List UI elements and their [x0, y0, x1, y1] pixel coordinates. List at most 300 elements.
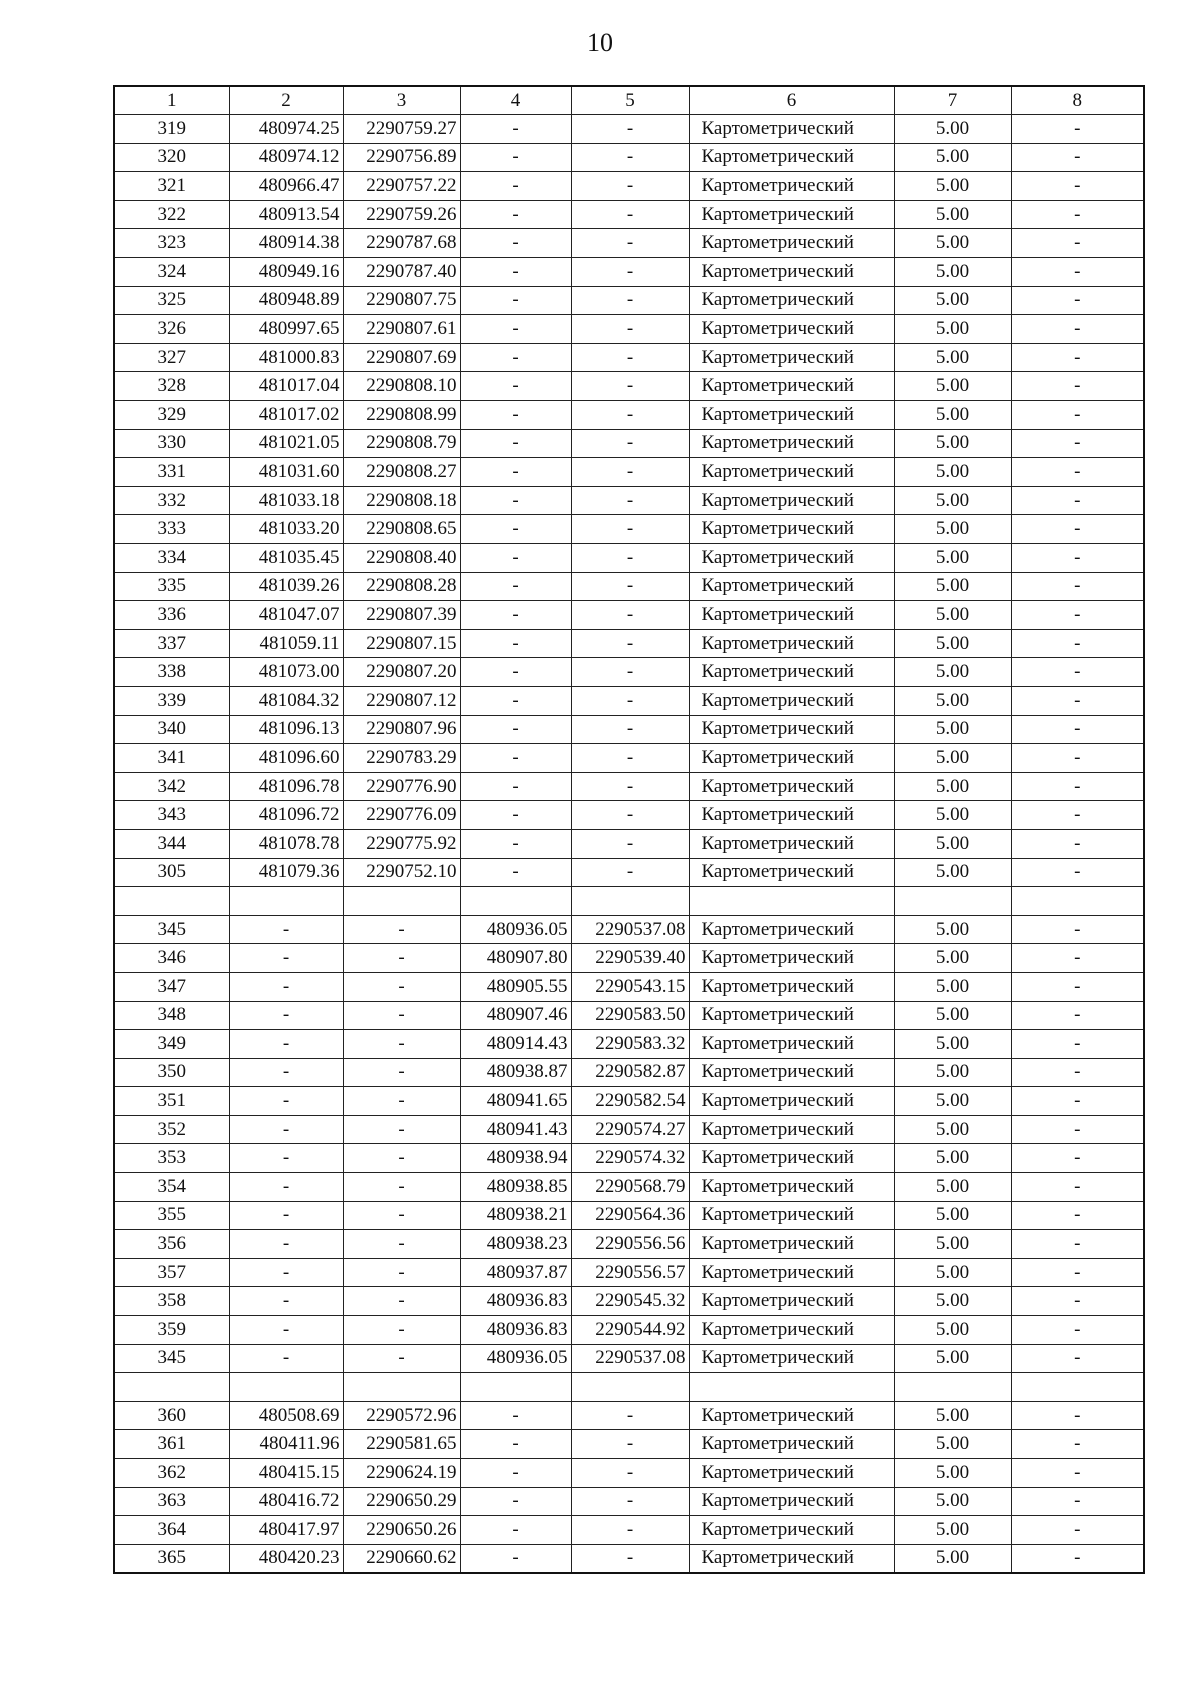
table-cell: 481035.45 [229, 544, 343, 573]
table-cell: 328 [114, 372, 229, 401]
table-cell: 481017.04 [229, 372, 343, 401]
table-cell: - [460, 258, 571, 287]
table-cell: - [1011, 744, 1144, 773]
table-cell: 355 [114, 1201, 229, 1230]
table-cell: - [229, 1001, 343, 1030]
table-cell: 2290808.27 [343, 458, 460, 487]
table-cell: - [1011, 286, 1144, 315]
table-cell: 2290537.08 [571, 1344, 689, 1373]
table-cell: - [571, 429, 689, 458]
table-cell: - [229, 1258, 343, 1287]
table-cell: 339 [114, 686, 229, 715]
table-cell: 480966.47 [229, 172, 343, 201]
table-cell [343, 1373, 460, 1402]
table-cell: - [571, 1516, 689, 1545]
table-cell: - [571, 1487, 689, 1516]
table-cell: 5.00 [894, 1087, 1011, 1116]
table-cell: - [343, 915, 460, 944]
table-cell: Картометрический [689, 1115, 894, 1144]
table-cell: 481084.32 [229, 686, 343, 715]
table-cell: 325 [114, 286, 229, 315]
table-cell: - [571, 658, 689, 687]
table-cell: 2290650.26 [343, 1516, 460, 1545]
table-cell [460, 887, 571, 916]
table-cell: - [460, 172, 571, 201]
table-cell: - [229, 1030, 343, 1059]
table-cell: 480974.25 [229, 115, 343, 144]
table-row [114, 801, 1144, 830]
table-cell: 5.00 [894, 1316, 1011, 1345]
table-cell: 5.00 [894, 1487, 1011, 1516]
table-cell: - [571, 715, 689, 744]
column-header: 3 [343, 86, 460, 115]
table-cell: - [460, 801, 571, 830]
table-cell: 5.00 [894, 772, 1011, 801]
table-cell: 481079.36 [229, 858, 343, 887]
table-cell: 480416.72 [229, 1487, 343, 1516]
table-cell: - [460, 486, 571, 515]
table-cell: - [460, 458, 571, 487]
table-cell: - [571, 458, 689, 487]
table-cell: 481031.60 [229, 458, 343, 487]
table-cell: - [1011, 601, 1144, 630]
table-cell: - [460, 372, 571, 401]
table-row [114, 172, 1144, 201]
table-cell: 344 [114, 829, 229, 858]
table-cell: - [1011, 1316, 1144, 1345]
table-cell: 2290624.19 [343, 1459, 460, 1488]
table-cell: 2290808.65 [343, 515, 460, 544]
table-cell: Картометрический [689, 115, 894, 144]
table-row [114, 200, 1144, 229]
table-cell: 481096.13 [229, 715, 343, 744]
table-cell: 5.00 [894, 486, 1011, 515]
table-cell: - [571, 544, 689, 573]
table-row [114, 1516, 1144, 1545]
table-cell: 335 [114, 572, 229, 601]
table-cell: 5.00 [894, 1344, 1011, 1373]
table-cell: 2290775.92 [343, 829, 460, 858]
table-cell: - [571, 1544, 689, 1573]
table-row [114, 1344, 1144, 1373]
table-cell: Картометрический [689, 200, 894, 229]
table-cell: 5.00 [894, 1459, 1011, 1488]
table-cell: - [460, 1544, 571, 1573]
table-cell: Картометрический [689, 1487, 894, 1516]
table-row [114, 1173, 1144, 1202]
table-cell: 481039.26 [229, 572, 343, 601]
table-cell: - [571, 172, 689, 201]
table-cell: - [1011, 1087, 1144, 1116]
table-cell: - [460, 229, 571, 258]
table-cell: - [571, 143, 689, 172]
table-row [114, 1058, 1144, 1087]
page-number: 10 [587, 28, 613, 57]
table-cell: 480938.87 [460, 1058, 571, 1087]
table-cell: - [460, 1487, 571, 1516]
table-cell: - [1011, 1201, 1144, 1230]
table-row [114, 1258, 1144, 1287]
table-cell: - [571, 315, 689, 344]
table-cell: Картометрический [689, 972, 894, 1001]
table-cell: 2290574.32 [571, 1144, 689, 1173]
table-row [114, 658, 1144, 687]
table-cell: 2290581.65 [343, 1430, 460, 1459]
table-cell [571, 1373, 689, 1402]
table-cell: 5.00 [894, 1030, 1011, 1059]
table-cell: - [460, 200, 571, 229]
table-cell: 480913.54 [229, 200, 343, 229]
coordinates-table [113, 85, 1145, 1574]
table-cell: 330 [114, 429, 229, 458]
table-row [114, 486, 1144, 515]
table-cell: 340 [114, 715, 229, 744]
table-cell: - [1011, 1173, 1144, 1202]
table-row [114, 972, 1144, 1001]
table-cell [894, 1373, 1011, 1402]
table-cell: 5.00 [894, 1144, 1011, 1173]
table-cell: - [460, 829, 571, 858]
table-cell: - [571, 801, 689, 830]
table-cell: 5.00 [894, 515, 1011, 544]
table-cell: - [460, 515, 571, 544]
table-cell: - [1011, 229, 1144, 258]
table-cell: - [229, 972, 343, 1001]
table-cell: 2290568.79 [571, 1173, 689, 1202]
table-cell: - [460, 401, 571, 430]
table-cell: - [1011, 429, 1144, 458]
table-cell: 480508.69 [229, 1401, 343, 1430]
table-cell: 5.00 [894, 258, 1011, 287]
table-cell: - [343, 1115, 460, 1144]
table-cell: 5.00 [894, 544, 1011, 573]
table-cell: Картометрический [689, 544, 894, 573]
table-cell: 320 [114, 143, 229, 172]
table-row [114, 1115, 1144, 1144]
table-row [114, 629, 1144, 658]
table-cell: Картометрический [689, 1173, 894, 1202]
table-cell: 481017.02 [229, 401, 343, 430]
table-cell: 5.00 [894, 1058, 1011, 1087]
table-cell: - [571, 343, 689, 372]
column-header: 1 [114, 86, 229, 115]
table-cell: - [460, 658, 571, 687]
table-cell: 331 [114, 458, 229, 487]
table-cell: Картометрический [689, 343, 894, 372]
table-cell: 5.00 [894, 915, 1011, 944]
table-cell: 353 [114, 1144, 229, 1173]
table-cell: 5.00 [894, 1516, 1011, 1545]
table-row [114, 1459, 1144, 1488]
column-header: 5 [571, 86, 689, 115]
table-cell: - [1011, 343, 1144, 372]
table-cell: 2290807.61 [343, 315, 460, 344]
table-row [114, 115, 1144, 144]
table-cell: 2290572.96 [343, 1401, 460, 1430]
table-cell: 327 [114, 343, 229, 372]
table-cell: 2290545.32 [571, 1287, 689, 1316]
table-cell: 2290787.40 [343, 258, 460, 287]
table-row [114, 458, 1144, 487]
table-cell: - [1011, 115, 1144, 144]
table-cell: - [571, 115, 689, 144]
table-cell: 350 [114, 1058, 229, 1087]
table-cell: Картометрический [689, 1058, 894, 1087]
table-cell: 481096.60 [229, 744, 343, 773]
table-cell: Картометрический [689, 572, 894, 601]
table-cell: Картометрический [689, 1230, 894, 1259]
table-cell: 480415.15 [229, 1459, 343, 1488]
table-cell: 5.00 [894, 829, 1011, 858]
table-body [114, 115, 1144, 1573]
table-cell: - [460, 343, 571, 372]
column-header: 7 [894, 86, 1011, 115]
table-cell: 363 [114, 1487, 229, 1516]
table-cell: Картометрический [689, 1001, 894, 1030]
table-cell: 336 [114, 601, 229, 630]
table-cell: - [460, 715, 571, 744]
table-cell: - [1011, 1115, 1144, 1144]
separator-row [114, 1373, 1144, 1402]
table-row [114, 686, 1144, 715]
table-cell: 480941.65 [460, 1087, 571, 1116]
table-cell: 5.00 [894, 1173, 1011, 1202]
table-cell: 2290757.22 [343, 172, 460, 201]
table-cell: 5.00 [894, 858, 1011, 887]
table-cell: Картометрический [689, 401, 894, 430]
table-cell: - [1011, 143, 1144, 172]
table-cell: 356 [114, 1230, 229, 1259]
table-cell: - [1011, 401, 1144, 430]
table-cell: - [571, 486, 689, 515]
table-cell: 2290660.62 [343, 1544, 460, 1573]
table-cell: 2290807.12 [343, 686, 460, 715]
table-cell: - [1011, 715, 1144, 744]
table-cell: 329 [114, 401, 229, 430]
table-cell: Картометрический [689, 1344, 894, 1373]
table-cell: Картометрический [689, 686, 894, 715]
table-cell: 2290759.26 [343, 200, 460, 229]
table-cell: 5.00 [894, 801, 1011, 830]
table-cell: 305 [114, 858, 229, 887]
table-row [114, 1030, 1144, 1059]
table-cell: 5.00 [894, 286, 1011, 315]
table-row [114, 1144, 1144, 1173]
table-row [114, 601, 1144, 630]
table-cell: - [1011, 172, 1144, 201]
table-cell: 352 [114, 1115, 229, 1144]
table-cell: - [1011, 544, 1144, 573]
table-cell: Картометрический [689, 1287, 894, 1316]
table-cell: - [1011, 1144, 1144, 1173]
table-cell: - [460, 143, 571, 172]
table-cell: 480997.65 [229, 315, 343, 344]
table-cell: 324 [114, 258, 229, 287]
table-cell: - [571, 601, 689, 630]
table-cell: Картометрический [689, 1459, 894, 1488]
table-cell: - [571, 744, 689, 773]
table-cell: - [571, 629, 689, 658]
table-cell: 5.00 [894, 972, 1011, 1001]
table-cell: - [460, 744, 571, 773]
table-cell: Картометрический [689, 258, 894, 287]
table-cell: Картометрический [689, 1144, 894, 1173]
table-cell: - [460, 686, 571, 715]
table-cell: 5.00 [894, 715, 1011, 744]
table-cell: 480907.80 [460, 944, 571, 973]
table-cell: Картометрический [689, 1087, 894, 1116]
table-cell: 351 [114, 1087, 229, 1116]
table-cell: 481033.20 [229, 515, 343, 544]
table-cell: - [1011, 772, 1144, 801]
table-cell [1011, 887, 1144, 916]
table-cell: 323 [114, 229, 229, 258]
table-cell [114, 887, 229, 916]
table-cell: 2290808.28 [343, 572, 460, 601]
table-cell: - [1011, 1544, 1144, 1573]
table-cell: 480411.96 [229, 1430, 343, 1459]
table-cell: Картометрический [689, 1401, 894, 1430]
table-cell: Картометрический [689, 658, 894, 687]
table-cell: - [1011, 629, 1144, 658]
table-header [114, 86, 1144, 115]
table-cell: 5.00 [894, 143, 1011, 172]
table-cell: - [1011, 1258, 1144, 1287]
table-row [114, 744, 1144, 773]
table-cell: 362 [114, 1459, 229, 1488]
table-cell: 480949.16 [229, 258, 343, 287]
table-cell: Картометрический [689, 229, 894, 258]
table-cell: - [229, 1230, 343, 1259]
table-cell: - [229, 1173, 343, 1202]
table-cell: 2290808.40 [343, 544, 460, 573]
table-row [114, 1544, 1144, 1573]
table-cell: - [571, 258, 689, 287]
table-cell: 480948.89 [229, 286, 343, 315]
table-row [114, 143, 1144, 172]
table-cell: - [343, 1030, 460, 1059]
table-row [114, 1087, 1144, 1116]
table-cell: 2290807.69 [343, 343, 460, 372]
table-cell: 480936.05 [460, 1344, 571, 1373]
table-cell: 5.00 [894, 744, 1011, 773]
table-row [114, 258, 1144, 287]
table-cell: - [1011, 1030, 1144, 1059]
table-cell: 2290564.36 [571, 1201, 689, 1230]
table-cell: 5.00 [894, 372, 1011, 401]
table-cell: - [1011, 686, 1144, 715]
table-cell: 5.00 [894, 658, 1011, 687]
table-cell: Картометрический [689, 1516, 894, 1545]
table-cell: - [460, 544, 571, 573]
table-cell: 2290537.08 [571, 915, 689, 944]
table-cell: Картометрический [689, 1201, 894, 1230]
table-cell: 481021.05 [229, 429, 343, 458]
table-cell: - [1011, 572, 1144, 601]
table-cell: - [460, 772, 571, 801]
table-row [114, 1401, 1144, 1430]
table-cell: - [343, 1230, 460, 1259]
separator-row [114, 887, 1144, 916]
table-cell: 480905.55 [460, 972, 571, 1001]
table-cell: 2290752.10 [343, 858, 460, 887]
table-cell [229, 1373, 343, 1402]
table-cell: 319 [114, 115, 229, 144]
table-cell: 480417.97 [229, 1516, 343, 1545]
table-cell: 5.00 [894, 686, 1011, 715]
table-row [114, 286, 1144, 315]
table-cell: 2290574.27 [571, 1115, 689, 1144]
table-cell: - [229, 1201, 343, 1230]
table-cell: - [571, 686, 689, 715]
table-cell: 481000.83 [229, 343, 343, 372]
table-cell: 2290807.96 [343, 715, 460, 744]
table-cell: - [343, 1287, 460, 1316]
table-cell: 2290539.40 [571, 944, 689, 973]
table-cell: Картометрический [689, 829, 894, 858]
table-cell: 2290807.20 [343, 658, 460, 687]
table-row [114, 1001, 1144, 1030]
table-cell: Картометрический [689, 629, 894, 658]
table-cell: 480974.12 [229, 143, 343, 172]
table-cell: Картометрический [689, 172, 894, 201]
table-cell [571, 887, 689, 916]
table-cell [894, 887, 1011, 916]
table-row [114, 915, 1144, 944]
table-cell: - [229, 1144, 343, 1173]
table-cell: - [229, 915, 343, 944]
table-cell: Картометрический [689, 1258, 894, 1287]
table-cell: 5.00 [894, 1115, 1011, 1144]
table-cell: Картометрический [689, 715, 894, 744]
column-header: 6 [689, 86, 894, 115]
table-cell: 5.00 [894, 401, 1011, 430]
table-cell: 481033.18 [229, 486, 343, 515]
table-cell: - [460, 1516, 571, 1545]
table-cell: - [460, 429, 571, 458]
table-cell: - [1011, 1430, 1144, 1459]
table-cell: 2290583.50 [571, 1001, 689, 1030]
table-cell: - [1011, 1344, 1144, 1373]
table-cell: 481078.78 [229, 829, 343, 858]
table-cell: - [571, 372, 689, 401]
table-cell: - [1011, 1516, 1144, 1545]
table-cell: 480907.46 [460, 1001, 571, 1030]
table-cell: - [1011, 1287, 1144, 1316]
table-cell: 343 [114, 801, 229, 830]
table-row [114, 1430, 1144, 1459]
table-cell: - [571, 515, 689, 544]
table-cell: 480941.43 [460, 1115, 571, 1144]
table-cell: 481047.07 [229, 601, 343, 630]
table-cell: 322 [114, 200, 229, 229]
table-cell: 361 [114, 1430, 229, 1459]
table-cell: - [571, 1459, 689, 1488]
table-cell: Картометрический [689, 1544, 894, 1573]
table-cell: 345 [114, 915, 229, 944]
table-cell: - [1011, 915, 1144, 944]
table-cell: Картометрический [689, 772, 894, 801]
table-cell: 480420.23 [229, 1544, 343, 1573]
table-cell: - [571, 829, 689, 858]
table-cell: 333 [114, 515, 229, 544]
table-cell: 480938.23 [460, 1230, 571, 1259]
table-cell: Картометрический [689, 486, 894, 515]
table-cell: 2290776.90 [343, 772, 460, 801]
table-cell: Картометрический [689, 458, 894, 487]
table-cell: 5.00 [894, 458, 1011, 487]
table-row [114, 1201, 1144, 1230]
